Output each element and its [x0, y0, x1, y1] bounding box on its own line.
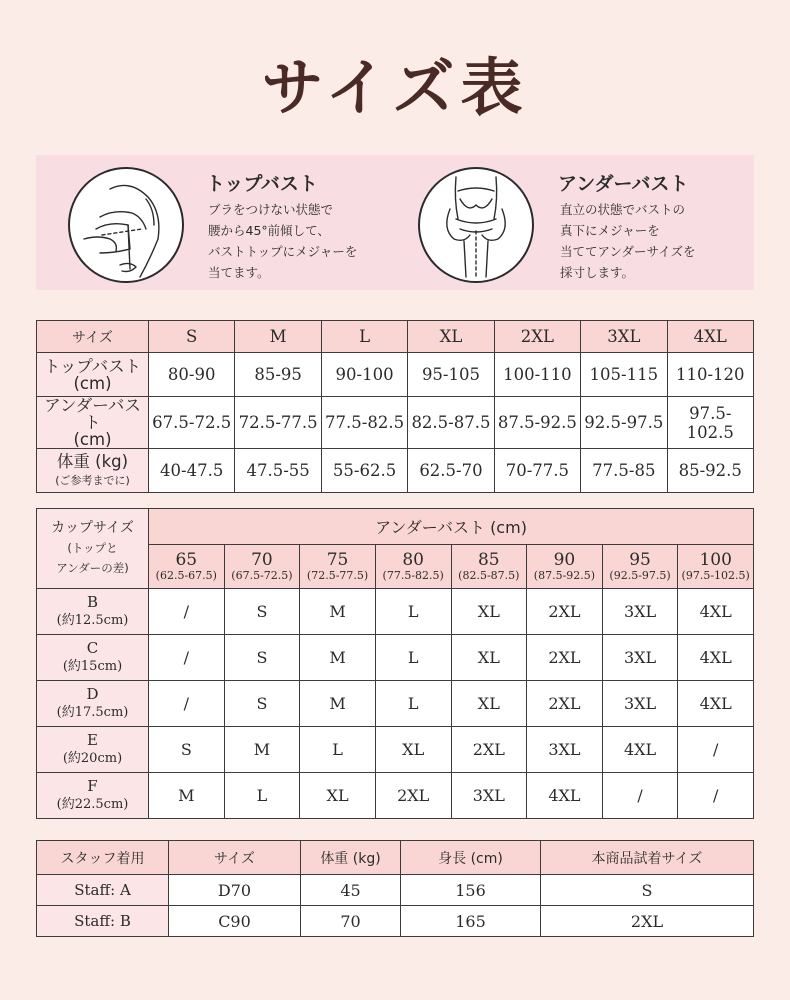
table-row [37, 875, 754, 906]
table-row [37, 449, 754, 493]
cup-corner-header: カップサイズ (トップと アンダーの差) [37, 509, 149, 589]
top-bust-illustration [68, 167, 184, 283]
table-cell: S [224, 589, 300, 635]
staff-header: 体重 (kg) [301, 841, 401, 875]
table-cell: 4XL [527, 773, 603, 819]
cup-row-header: F (約22.5cm) [37, 773, 149, 819]
under-bust-illustration [418, 167, 534, 283]
table-row [37, 397, 754, 449]
staff-name: Staff: B [37, 906, 169, 937]
table-row [37, 681, 754, 727]
table-cell: / [678, 727, 754, 773]
cup-row-header: D (約17.5cm) [37, 681, 149, 727]
table-cell: 85-92.5 [667, 449, 753, 493]
row-header: アンダーバスト (cm) [37, 397, 149, 449]
staff-header: 本商品試着サイズ [541, 841, 754, 875]
table-cell: 97.5-102.5 [667, 397, 753, 449]
table-cell: 82.5-87.5 [408, 397, 494, 449]
under-size-header: 85 (82.5-87.5) [451, 545, 527, 589]
table-cell: S [224, 681, 300, 727]
table-cell: XL [451, 681, 527, 727]
under-size-header: 95 (92.5-97.5) [602, 545, 678, 589]
size-corner-header: サイズ [37, 321, 149, 353]
under-size-header: 90 (87.5-92.5) [527, 545, 603, 589]
table-cell: 2XL [451, 727, 527, 773]
table-cell: M [149, 773, 225, 819]
table-cell: / [602, 773, 678, 819]
table-row [37, 635, 754, 681]
cup-size-table [36, 508, 754, 819]
table-cell: 90-100 [321, 353, 407, 397]
table-cell: / [678, 773, 754, 819]
table-cell: 4XL [678, 635, 754, 681]
table-cell: XL [451, 589, 527, 635]
table-row [37, 906, 754, 937]
table-cell: M [300, 681, 376, 727]
table-cell: 3XL [602, 589, 678, 635]
staff-table [36, 840, 754, 937]
under-size-header: 75 (72.5-77.5) [300, 545, 376, 589]
staff-header: 身長 (cm) [401, 841, 541, 875]
table-cell: C90 [169, 906, 301, 937]
table-cell: 45 [301, 875, 401, 906]
size-header: 2XL [494, 321, 580, 353]
table-cell: D70 [169, 875, 301, 906]
table-cell: 80-90 [149, 353, 235, 397]
under-bust-title: アンダーバスト [558, 173, 689, 195]
table-cell: L [224, 773, 300, 819]
under-size-header: 100 (97.5-102.5) [678, 545, 754, 589]
table-cell: 87.5-92.5 [494, 397, 580, 449]
under-size-header: 80 (77.5-82.5) [375, 545, 451, 589]
table-cell: 4XL [602, 727, 678, 773]
table-cell: 40-47.5 [149, 449, 235, 493]
under-size-header: 70 (67.5-72.5) [224, 545, 300, 589]
table-row [37, 773, 754, 819]
table-row [37, 727, 754, 773]
table-cell: 2XL [527, 589, 603, 635]
table-cell: 85-95 [235, 353, 321, 397]
table-cell: L [375, 589, 451, 635]
table-cell: 2XL [375, 773, 451, 819]
table-cell: M [300, 635, 376, 681]
table-cell: 77.5-82.5 [321, 397, 407, 449]
table-cell: 110-120 [667, 353, 753, 397]
table-cell: L [375, 681, 451, 727]
staff-header: サイズ [169, 841, 301, 875]
table-cell: 67.5-72.5 [149, 397, 235, 449]
table-cell: S [149, 727, 225, 773]
top-bust-description: ブラをつけない状態で 腰から45°前傾して、 バストトップにメジャーを 当てます。 [208, 202, 358, 280]
table-cell: 92.5-97.5 [581, 397, 667, 449]
table-row [37, 353, 754, 397]
staff-header: スタッフ着用 [37, 841, 169, 875]
under-size-header: 65 (62.5-67.5) [149, 545, 225, 589]
measurement-guide [36, 155, 754, 290]
table-cell: XL [451, 635, 527, 681]
table-cell: L [300, 727, 376, 773]
size-header: XL [408, 321, 494, 353]
table-cell: XL [300, 773, 376, 819]
table-cell: S [541, 875, 754, 906]
size-header: 3XL [581, 321, 667, 353]
size-table [36, 320, 754, 493]
page-title: サイズ表 [261, 51, 529, 124]
size-header: 4XL [667, 321, 753, 353]
table-cell: 2XL [527, 681, 603, 727]
size-header: L [321, 321, 407, 353]
cup-row-header: C (約15cm) [37, 635, 149, 681]
table-cell: 62.5-70 [408, 449, 494, 493]
table-cell: XL [375, 727, 451, 773]
table-cell: 3XL [451, 773, 527, 819]
table-cell: 47.5-55 [235, 449, 321, 493]
table-cell: 55-62.5 [321, 449, 407, 493]
table-cell: 3XL [602, 681, 678, 727]
table-cell: 105-115 [581, 353, 667, 397]
table-cell: 77.5-85 [581, 449, 667, 493]
table-cell: 3XL [602, 635, 678, 681]
table-cell: 100-110 [494, 353, 580, 397]
table-cell: M [224, 727, 300, 773]
table-cell: 2XL [527, 635, 603, 681]
cup-row-header: B (約12.5cm) [37, 589, 149, 635]
under-bust-description: 直立の状態でバストの 真下にメジャーを 当ててアンダーサイズを 採寸します。 [560, 202, 696, 280]
table-cell: 70-77.5 [494, 449, 580, 493]
table-cell: 165 [401, 906, 541, 937]
table-cell: 4XL [678, 589, 754, 635]
table-cell: / [149, 589, 225, 635]
table-cell: 70 [301, 906, 401, 937]
row-header: トップバスト (cm) [37, 353, 149, 397]
table-cell: M [300, 589, 376, 635]
size-header: S [149, 321, 235, 353]
top-bust-title: トップバスト [206, 173, 318, 195]
table-cell: 95-105 [408, 353, 494, 397]
staff-name: Staff: A [37, 875, 169, 906]
under-bust-header: アンダーバスト (cm) [149, 509, 754, 545]
table-cell: 72.5-77.5 [235, 397, 321, 449]
table-cell: L [375, 635, 451, 681]
cup-row-header: E (約20cm) [37, 727, 149, 773]
table-cell: S [224, 635, 300, 681]
table-cell: / [149, 635, 225, 681]
table-cell: 4XL [678, 681, 754, 727]
table-cell: 156 [401, 875, 541, 906]
table-cell: / [149, 681, 225, 727]
table-cell: 2XL [541, 906, 754, 937]
table-cell: 3XL [527, 727, 603, 773]
size-header: M [235, 321, 321, 353]
row-header: 体重 (kg) (ご参考までに) [37, 449, 149, 493]
table-row [37, 589, 754, 635]
